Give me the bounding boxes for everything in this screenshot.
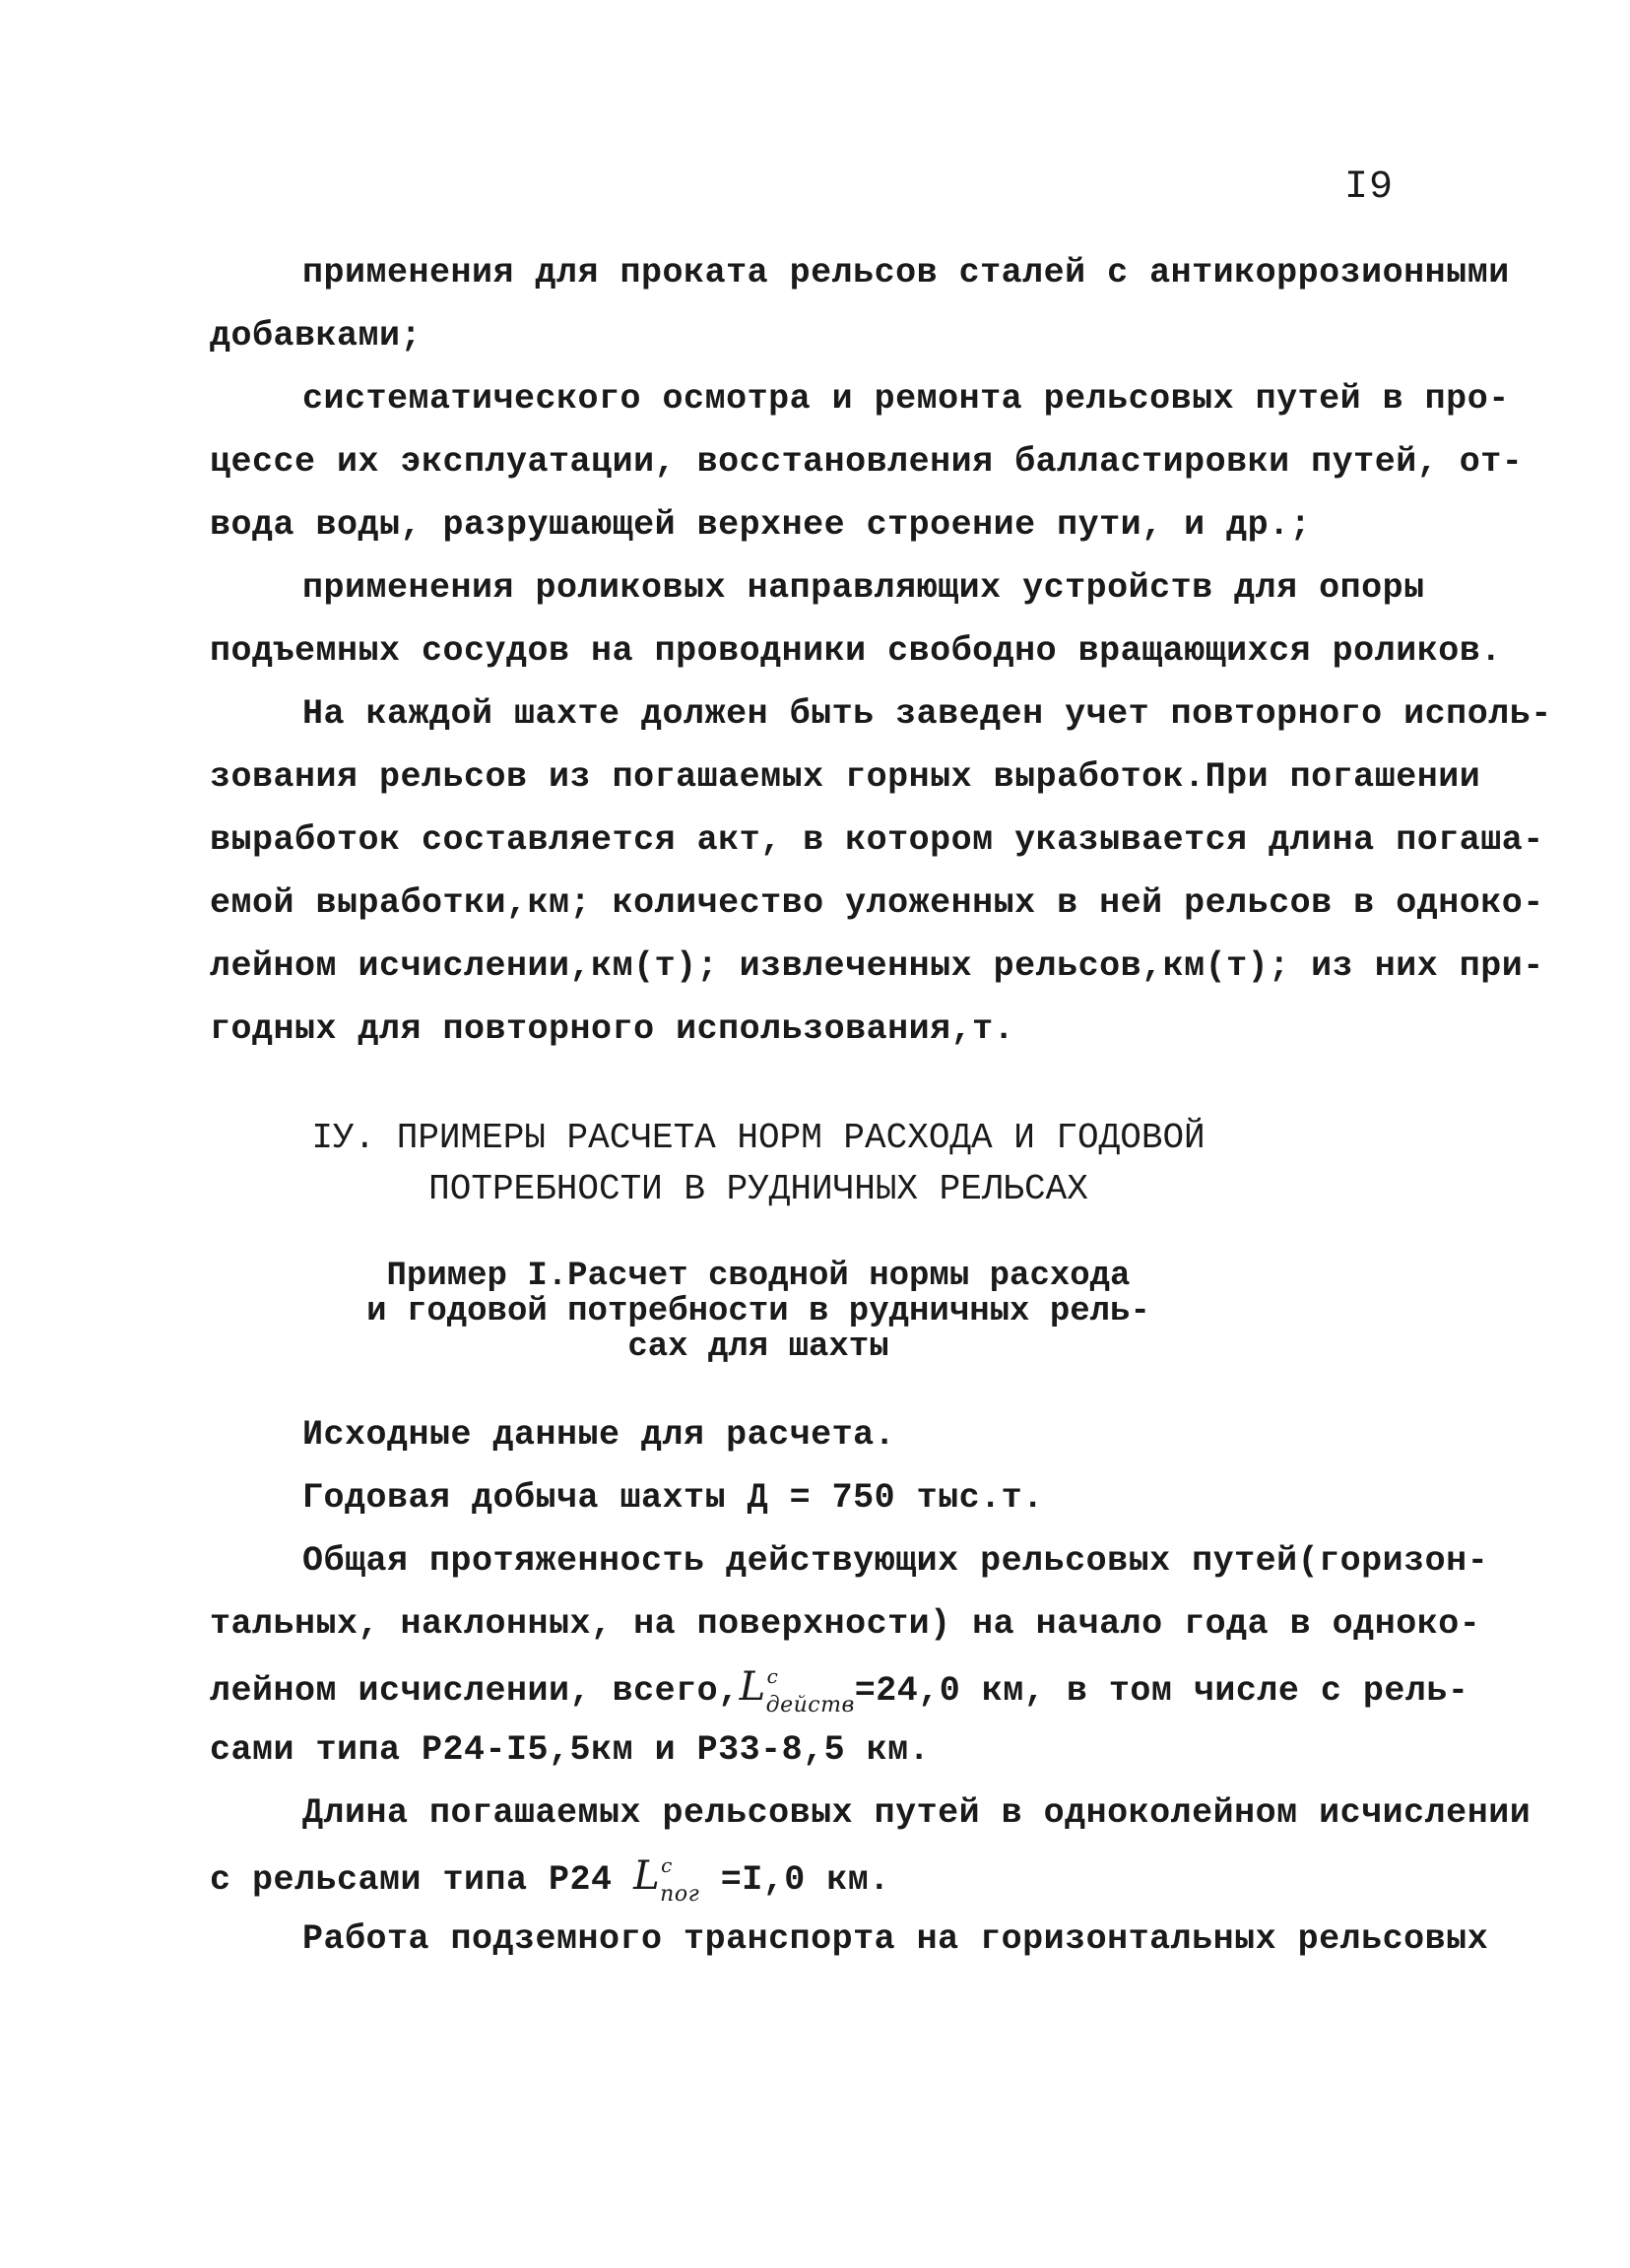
formula-retired-length: [633, 1853, 700, 1907]
formula-symbol: L: [633, 1853, 661, 1899]
formula-subscript: пог: [660, 1882, 700, 1907]
text-line: зования рельсов из погашаемых горных выработок.При погашении: [210, 757, 1481, 797]
section-heading-line: IУ. ПРИМЕРЫ РАСЧЕТА НОРМ РАСХОДА И ГОДОВОЙ: [311, 1118, 1206, 1158]
text-line: добавками;: [210, 316, 423, 356]
example-heading-line: Пример I.Расчет сводной нормы расхода: [386, 1258, 1131, 1295]
text-line: применения роликовых направляющих устройств для опоры: [302, 568, 1425, 608]
text-line: Общая протяженность действующих рельсовых путей(горизон-: [302, 1541, 1489, 1581]
text-line: Работа подземного транспорта на горизонтальных рельсовых: [302, 1919, 1489, 1959]
text-fragment: =24,0 км, в том числе с рель-: [854, 1671, 1469, 1711]
formula-symbol: L: [739, 1664, 766, 1710]
text-line: Длина погашаемых рельсовых путей в одноколейном исчислении: [302, 1793, 1532, 1833]
text-line: емой выработки,км; количество уложенных в ней рельсов в одноко-: [210, 883, 1544, 923]
paragraph-inspection: [210, 367, 1524, 556]
text-line: вода воды, разрушающей верхнее строение пути, и др.;: [210, 505, 1312, 545]
paragraph-roller-guides: [210, 556, 1502, 682]
text-line: годных для повторного использования,т.: [210, 1009, 1015, 1049]
text-line: На каждой шахте должен быть заведен учет повторного исполь-: [302, 694, 1552, 734]
formula-superscript: с: [661, 1853, 673, 1877]
text-line: тальных, наклонных, на поверхности) на начало года в одноко-: [210, 1604, 1481, 1644]
text-line: лейном исчислении,км(т); извлеченных рельсов,км(т); из них при-: [210, 946, 1544, 986]
text-fragment: =I,0 км.: [720, 1860, 890, 1900]
example-heading-line: сах для шахты: [627, 1328, 889, 1366]
text-line: применения для проката рельсов сталей с антикоррозионными: [302, 253, 1510, 292]
formula-subscript: действ: [765, 1693, 855, 1717]
section-heading-line: ПОТРЕБНОСТИ В РУДНИЧНЫХ РЕЛЬСАХ: [428, 1169, 1088, 1209]
text-line: сами типа Р24-I5,5км и Р33-8,5 км.: [210, 1730, 931, 1770]
text-line-with-formula: [210, 1845, 1431, 1908]
text-fragment: лейном исчислении, всего,: [210, 1671, 740, 1711]
text-line: систематического осмотра и ремонта рельсовых путей в про-: [302, 379, 1510, 419]
paragraph-anticorrosion: [210, 241, 1510, 367]
text-line: подъемных сосудов на проводники свободно вращающихся роликов.: [210, 631, 1502, 671]
formula-superscript: с: [766, 1664, 779, 1688]
page-number: I9: [1344, 165, 1395, 210]
example-heading: [246, 1259, 1271, 1365]
initial-data-line: Исходные данные для расчета.: [302, 1415, 896, 1455]
section-heading: [197, 1113, 1320, 1215]
example-heading-line: и годовой потребности в рудничных рель-: [366, 1293, 1150, 1330]
text-line-with-formula: [210, 1655, 1469, 1718]
example-body: [210, 1403, 1532, 1971]
paragraph-rail-reuse: [210, 682, 1552, 1061]
formula-total-length: [739, 1664, 855, 1717]
text-line: выработок составляется акт, в котором указывается длина погаша-: [210, 820, 1544, 860]
annual-output-line: Годовая добыча шахты Д = 750 тыс.т.: [302, 1478, 1044, 1518]
text-line: цессе их эксплуатации, восстановления балластировки путей, от-: [210, 442, 1524, 482]
text-fragment: с рельсами типа Р24: [210, 1860, 613, 1900]
